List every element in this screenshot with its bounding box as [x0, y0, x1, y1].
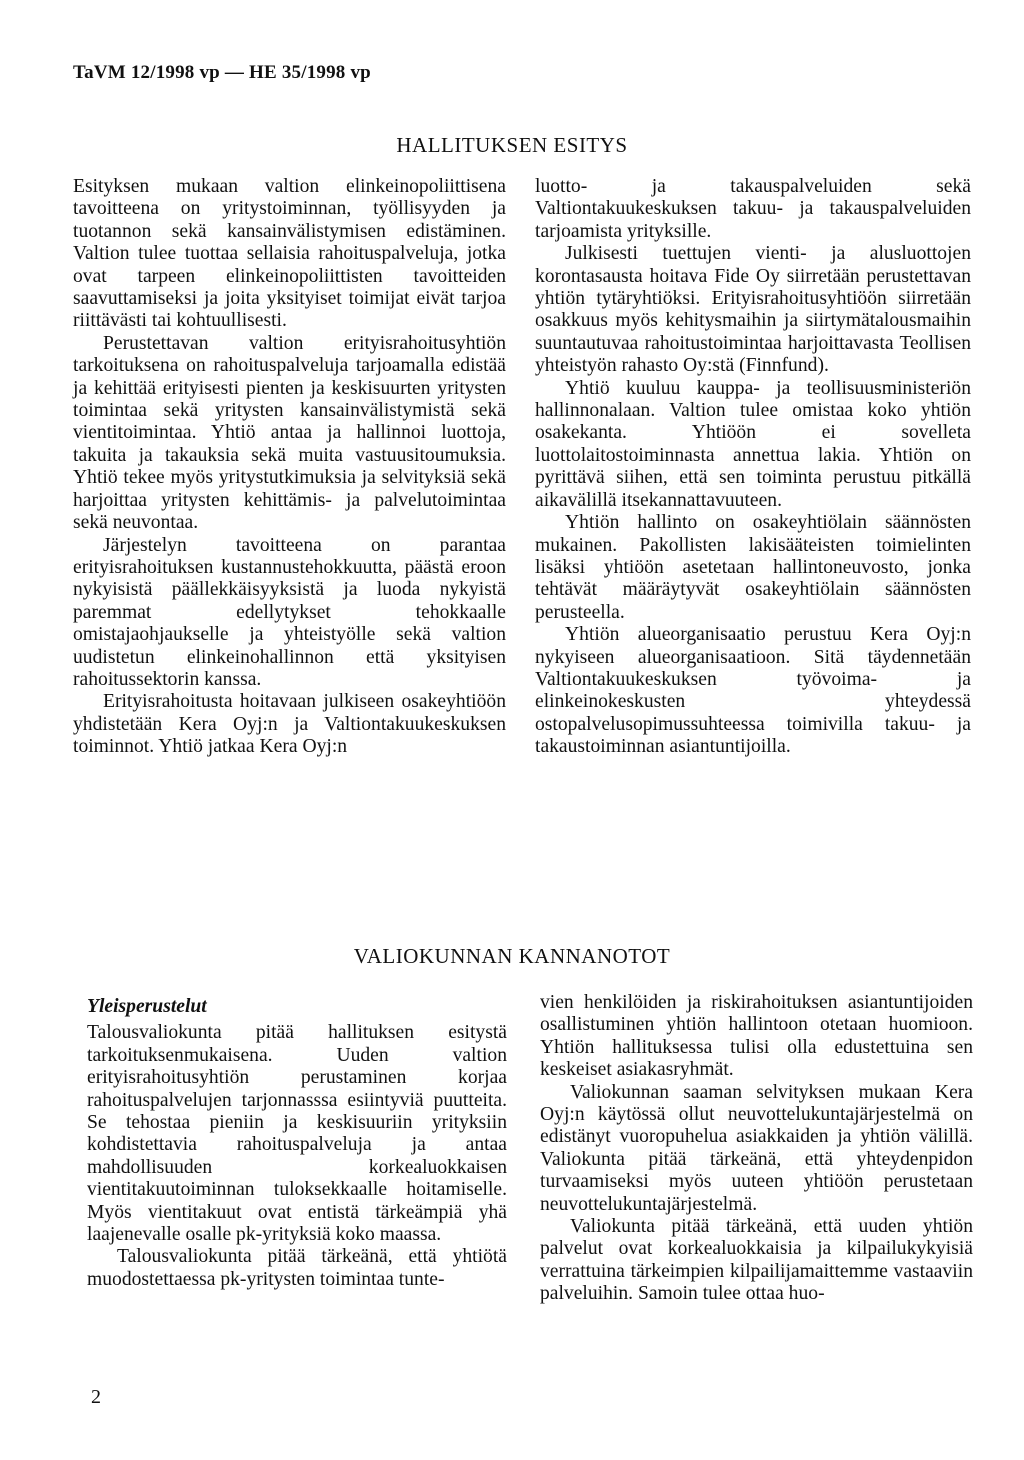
paragraph: Yhtiön alueorganisaatio perustuu Kera Oyj:n nykyiseen alueorganisaatioon. Sitä täydennetään Valtiontakuukeskuksen työvoima- ja elinkeinokeskusten yhteydessä ostopalvelusopimussuhteessa toimivilla takuu- ja takaustoiminnan asiantuntijoilla. — [535, 624, 971, 758]
section2-right-column — [540, 992, 973, 1306]
paragraph: Talousvaliokunta pitää tärkeänä, että yhtiötä muodostettaessa pk-yritysten toimintaa tunte- — [87, 1246, 507, 1290]
paragraph: Talousvaliokunta pitää hallituksen esitystä tarkoituksenmukaisena. Uuden valtion erityisrahoitusyhtiön perustaminen korjaa rahoituspalvelujen tarjonnasssa esiintyviä puutteita. Se tehostaa pieniin ja keskisuuriin yrityksiin kohdistettavia rahoituspalveluja ja antaa mahdollisuuden korkealuokkaisen vientitakuutoiminnan tuloksekkaalle hoitamiselle. Myös vientitakuut ovat entistä tärkeämpiä yhä laajenevalle osalle pk-yrityksiä koko maassa. — [87, 1022, 507, 1246]
section-title-valiokunnan-kannanotot: VALIOKUNNAN KANNANOTOT — [353, 944, 671, 968]
page-number: 2 — [91, 1386, 101, 1408]
paragraph: Järjestelyn tavoitteena on parantaa erityisrahoituksen kustannustehokkuutta, päästä eroon nykyisistä päällekkäisyyksistä ja luoda nykyistä paremmat edellytykset tehokkaalle omistajaohjaukselle ja yhteistyölle sekä valtion uudistetun elinkeinohallinnon että yksityisen rahoitussektorin kanssa. — [73, 534, 506, 690]
paragraph: vien henkilöiden ja riskirahoituksen asiantuntijoiden osallistuminen yhtiön hallintoon otetaan huomioon. Yhtiön hallituksessa tulisi olla edustettuina sen keskeiset asiakasryhmät. — [540, 992, 973, 1081]
section-title-hallituksen-esitys: HALLITUKSEN ESITYS — [396, 133, 628, 157]
section2-left-column — [87, 996, 507, 1291]
subheading-yleisperustelut: Yleisperustelut — [87, 996, 207, 1017]
paragraph: Esityksen mukaan valtion elinkeinopoliittisena tavoitteena on yritystoiminnan, työllisyyden ja tuotannon sekä kansainvälistymisen edistäminen. Valtion tulee tuottaa sellaisia rahoituspalveluja, jotka ovat tarpeen elinkeinopoliittisten tavoitteiden saavuttamiseksi ja joita yksityiset toimijat eivät tarjoa riittävästi tai kohtuullisesti. — [73, 176, 506, 332]
paragraph: Yhtiö kuuluu kauppa- ja teollisuusministeriön hallinnonalaan. Valtion tulee omistaa koko yhtiön osakekanta. Yhtiöön ei sovelleta luottolaitostoiminnasta annettua lakia. Yhtiön on pyrittävä siihen, että sen toiminta perustuu pitkällä aikavälillä itsekannattavuuteen. — [535, 377, 971, 511]
paragraph: Valiokunnan saaman selvityksen mukaan Kera Oyj:n käytössä ollut neuvottelukuntajärjestelmä on edistänyt vuoropuhelua asiakkaiden ja yhtiön välillä. Valiokunta pitää tärkeänä, että yhteydenpidon turvaamiseksi myös uuteen yhtiöön perustetaan neuvottelukuntajärjestelmä. — [540, 1081, 973, 1215]
running-head: TaVM 12/1998 vp — HE 35/1998 vp — [73, 62, 371, 83]
paragraph: Julkisesti tuettujen vienti- ja alusluottojen korontasausta hoitava Fide Oy siirretään perustettavan yhtiön tytäryhtiöksi. Erityisrahoitusyhtiöön siirretään osakkuus myös kehitysmaihin ja siirtymätalousmaihin suuntautuvaa rahoitustoimintaa harjoittavasta Teollisen yhteistyön rahasto Oy:stä (Finnfund). — [535, 243, 971, 377]
paragraph: Valiokunta pitää tärkeänä, että uuden yhtiön palvelut ovat korkealuokkaisia ja kilpailukykyisiä verrattuina tärkeimpien kilpailijamaittemme vastaaviin palveluihin. Samoin tulee ottaa huo- — [540, 1216, 973, 1305]
paragraph: luotto- ja takauspalveluiden sekä Valtiontakuukeskuksen takuu- ja takauspalveluiden tarjoamista yrityksille. — [535, 176, 971, 242]
section1-right-column — [535, 176, 971, 759]
paragraph: Yhtiön hallinto on osakeyhtiölain säännösten mukainen. Pakollisten lakisääteisten toimielinten lisäksi yhtiöön asetetaan hallintoneuvosto, jonka tehtävät määräytyvät osakeyhtiölain säännösten perusteella. — [535, 512, 971, 623]
section1-left-column — [73, 176, 506, 759]
paragraph: Erityisrahoitusta hoitavaan julkiseen osakeyhtiöön yhdistetään Kera Oyj:n ja Valtiontakuukeskuksen toiminnot. Yhtiö jatkaa Kera Oyj:n — [73, 691, 506, 758]
paragraph: Perustettavan valtion erityisrahoitusyhtiön tarkoituksena on rahoituspalveluja tarjoamalla edistää ja kehittää erityisesti pienten ja keskisuurten yritysten toimintaa sekä yritysten kansainvälistymistä sekä vientitoimintaa. Yhtiö antaa ja hallinnoi luottoja, takuita ja takauksia sekä muita vastuusitoumuksia. Yhtiö tekee myös yritystutkimuksia ja selvityksiä sekä harjoittaa yritysten kehittämis- ja palvelutoimintaa sekä neuvontaa. — [73, 332, 506, 534]
